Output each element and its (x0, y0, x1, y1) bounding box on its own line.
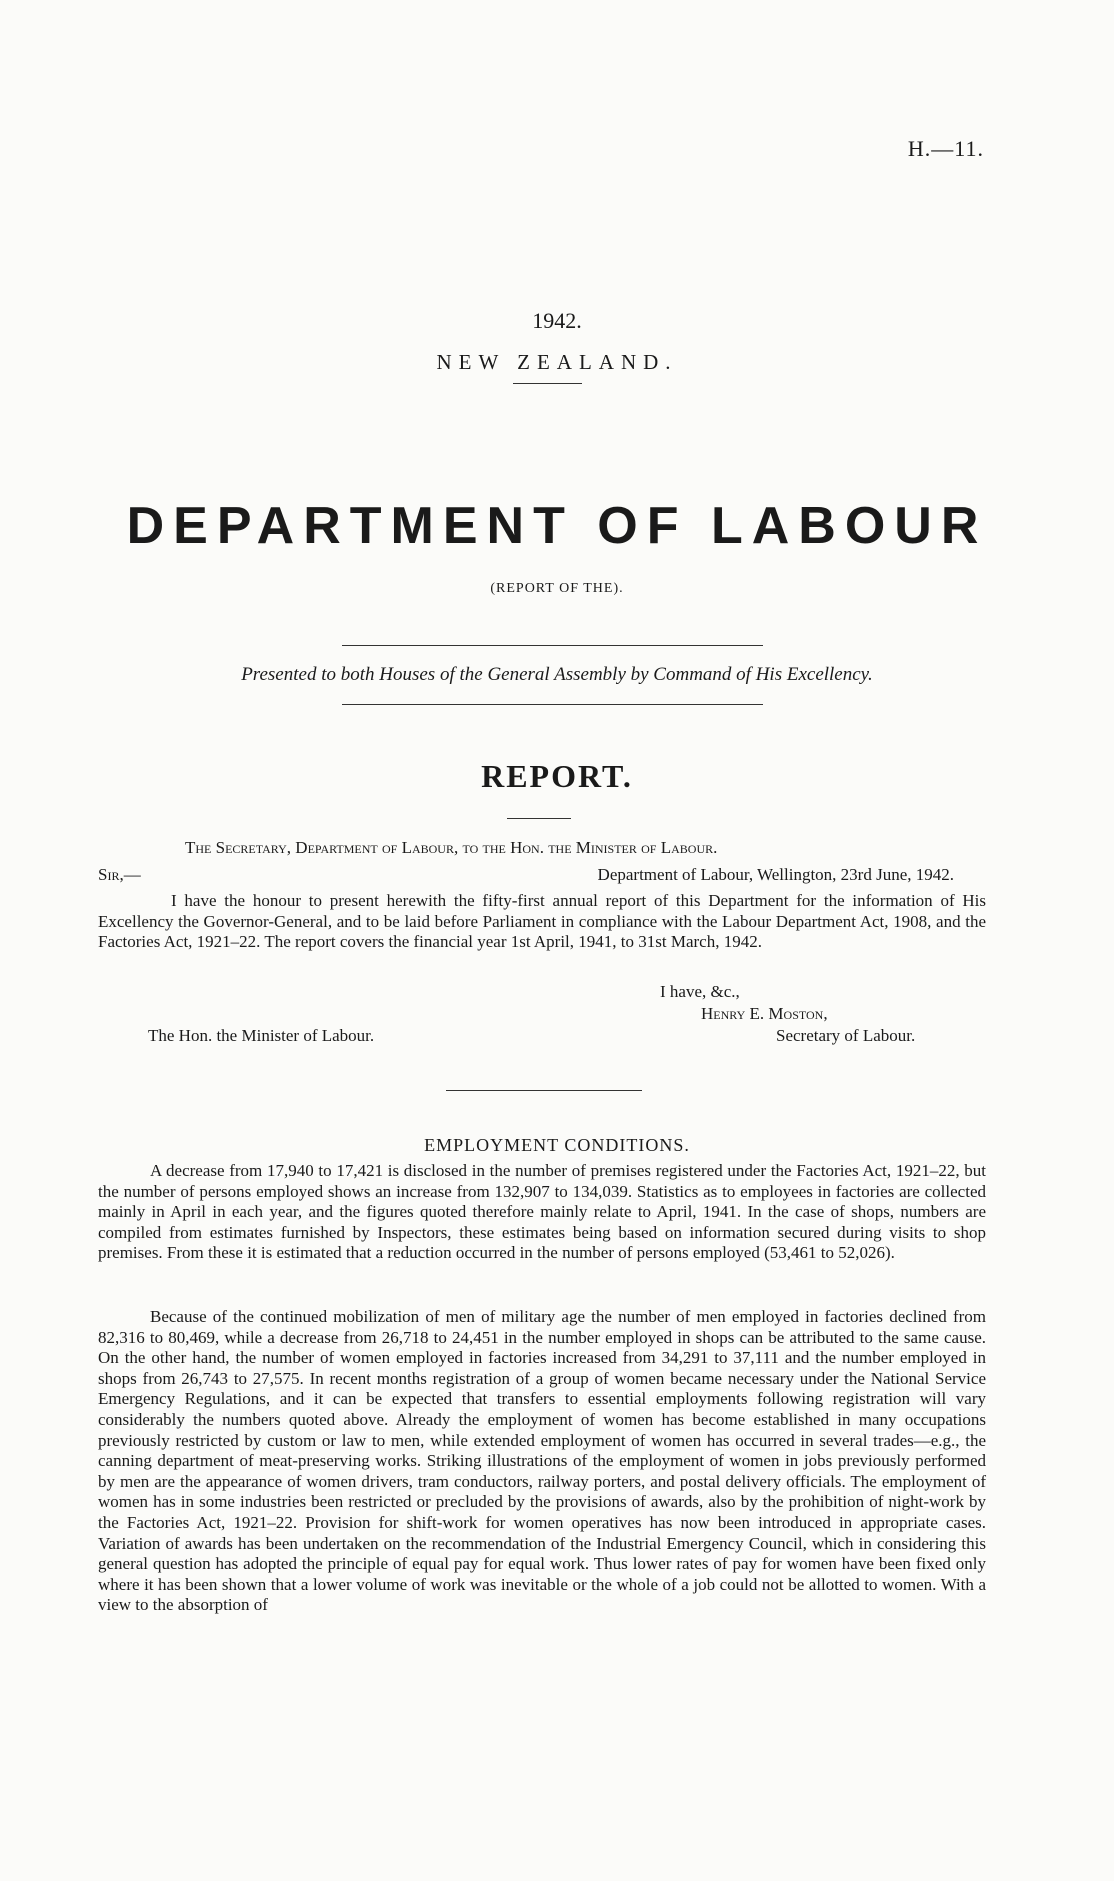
divider (507, 818, 571, 819)
closing: I have, &c., (660, 982, 740, 1001)
document-subtitle: (REPORT OF THE). (490, 581, 624, 596)
report-heading: REPORT. (481, 758, 633, 794)
section-heading: EMPLOYMENT CONDITIONS. (424, 1135, 690, 1155)
signer-name: Henry E. Moston, (701, 1004, 828, 1023)
address-line: The Secretary, Department of Labour, to the Hon. the Minister of Labour. (185, 838, 718, 857)
signer-title: Secretary of Labour. (776, 1026, 916, 1045)
divider (342, 704, 763, 705)
letter-body: I have the honour to present herewith the fifty-first annual report of this Department for the information of His Excellency the Governor-General, and to be laid before Parliament in compliance with the Labour Department Act, 1908, and the Factories Act, 1921–22. The report covers the financial year 1st April, 1941, to 31st March, 1942. (98, 891, 986, 952)
paragraph: Because of the continued mobilization of men of military age the number of men employed in factories declined from 82,316 to 80,469, while a decrease from 26,718 to 24,451 in the number employed in shops can be attributed to the same cause. On the other hand, the number of women employed in factories increased from 34,291 to 37,111 and the number employed in shops from 26,743 to 27,575. In recent months registration of a group of women became necessary under the National Service Emergency Regulations, and it can be expected that transfers to essential employments following registration will vary considerably the numbers quoted above. Already the employment of women has become established in many occupations previously restricted by custom or law to men, while extended employment of women has occurred in several trades—e.g., the canning department of meat-preserving works. Striking illustrations of the employment of women in jobs previously performed by men are the appearance of women drivers, tram conductors, railway porters, and postal delivery officials. The employment of women has in some industries been restricted or precluded by the provisions of awards, also by the prohibition of night-work by the Factories Act, 1921–22. Provision for shift-work for women operatives has now been introduced in appropriate cases. Variation of awards has been undertaken on the recommendation of the Industrial Emergency Council, which in considering this general question has adopted the principle of equal pay for equal work. Thus lower rates of pay for women have been fixed only where it has been shown that a lower volume of work was inevitable or the whole of a job could not be allotted to women. With a view to the absorption of (98, 1307, 986, 1615)
document-title: DEPARTMENT OF LABOUR (126, 497, 988, 555)
country-name: NEW ZEALAND. (436, 350, 678, 374)
addressee: The Hon. the Minister of Labour. (148, 1026, 375, 1045)
divider (513, 383, 582, 384)
dateline: Department of Labour, Wellington, 23rd June, 1942. (597, 865, 954, 884)
salutation: Sir,— (98, 865, 141, 884)
presented-line: Presented to both Houses of the General Assembly by Command of His Excellency. (241, 664, 873, 685)
paragraph: A decrease from 17,940 to 17,421 is disclosed in the number of premises registered under the Factories Act, 1921–22, but the number of persons employed shows an increase from 132,907 to 134,039. Statistics as to employees in factories are collected mainly in April in each year, and the figures quoted therefore mainly relate to April, 1941. In the case of shops, numbers are compiled from estimates furnished by Inspectors, these estimates being based on information secured during visits to shop premises. From these it is estimated that a reduction occurred in the number of persons employed (53,461 to 52,026). (98, 1161, 986, 1263)
page-reference: H.—11. (907, 136, 984, 161)
report-year: 1942. (532, 308, 582, 333)
divider (342, 645, 763, 646)
divider (446, 1090, 642, 1091)
